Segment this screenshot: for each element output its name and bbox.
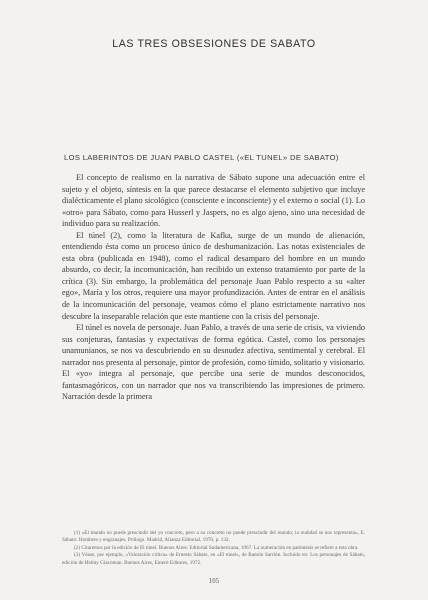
footnote: (1) «El mundo no puede prescindir del yo concreto, pero a su concreto no puede prescindir del mundo; la realidad se nos representa», E. Sábato: Hombres y engranajes, Prólogo. Madrid, Alianza Editorial, 1970, p. 132. <box>62 530 365 544</box>
body-paragraph: El túnel (2), como la literatura de Kafka, surge de un mundo de alienación, entendiendo ésta como un proceso único de deshumanización. Las notas existenciales de esta obra (publicada en 1948), como el radical desamparo del hombre en un mundo absurdo, co decir, la incomunicación, han recibido un extenso tratamiento por parte de la crítica (3). Sin embargo, la problemática del personaje Juan Pablo respecto a su «alter ego», María y los otros, requiere una mayor profundización. Antes de entrar en el análisis de la incomunicación del personaje, veamos cómo el plano estrictamente narrativo nos descubre la inseparable relación que este mantiene con la crisis del personaje. <box>62 230 365 321</box>
body-paragraph: El túnel es novela de personaje. Juan Pablo, a través de una serie de crisis, va viviendo sus conjeturas, fantasías y expectativas de forma egótica. Castel, como los personajes unamunianos, se nos va descubriendo en su desnudez afectiva, sentimental y cerebral. El narrador nos presenta al personaje, pintor de profesión, como tímido, solitario y visionario. El «yo» integra al personaje, que percibe una serie de mundos desconocidos, fantasmagóricos, con un narrador que nos va transcribiendo las impresiones de primero. Narración desde la primera <box>62 323 365 402</box>
page-number: 105 <box>208 578 220 585</box>
article-body <box>62 172 365 403</box>
section-heading: LOS LABERINTOS DE JUAN PABLO CASTEL («EL TUNEL» DE SABATO) <box>64 153 339 162</box>
footnote: (3) Véase, por ejemplo, «Valoración crítica» de Ernesto Sábato, en «El túnel», de Ramón Sarrión. Incluido en: Los personajes de Sábato, edición de Helmy Giacoman. Buenos Aires, Emecé Editores, 1972. <box>62 552 365 566</box>
footnote: (2) Citaremos por la edición de El túnel. Buenos Aires: Editorial Sudamericana, 1967. La numeración en paréntesis se refiere a esta obra. <box>74 544 359 551</box>
footnotes <box>62 530 365 567</box>
running-title: LAS TRES OBSESIONES DE SABATO <box>112 38 316 50</box>
body-paragraph: El concepto de realismo en la narrativa de Sábato supone una adecuación entre el sujeto y el objeto, síntesis en la que parece destacarse el elemento subjetivo que incluye dialécticamente el plano sicológico (consciente e inconsciente) y el externo o social (1). Lo «otro» para Sábato, como para Husserl y Jaspers, no es algo ajeno, sino una necesidad de individuo para su realización. <box>62 173 365 229</box>
